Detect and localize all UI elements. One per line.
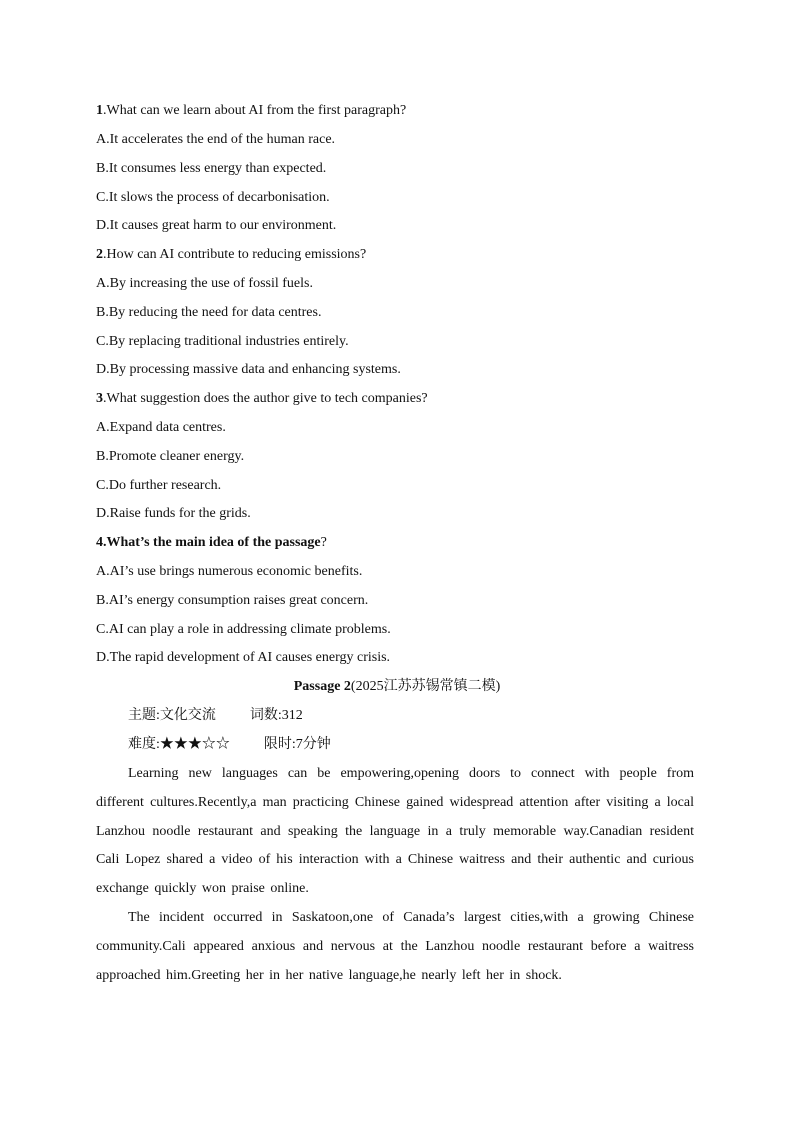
question-1-text: .What can we learn about AI from the first paragraph? bbox=[103, 103, 407, 118]
question-2-option-c: C.By replacing traditional industries entirely. bbox=[96, 334, 349, 349]
question-2-number: 2 bbox=[96, 247, 103, 262]
question-1-option-a: A.It accelerates the end of the human race. bbox=[96, 132, 336, 147]
question-2-text: .How can AI contribute to reducing emissions? bbox=[103, 247, 367, 262]
question-4-option-b: B.AI’s energy consumption raises great concern. bbox=[96, 593, 369, 608]
question-3-option-a: A.Expand data centres. bbox=[96, 420, 226, 435]
passage-paragraph-2: The incident occurred in Saskatoon,one of Canada’s largest cities,with a growing Chinese community.Cali appeared anxious and nervous at the Lanzhou noodle restaurant before a waitress approached him.Greeting her in her native language,he nearly left her in shock. bbox=[96, 910, 694, 983]
passage-meta-row-1 bbox=[128, 707, 303, 725]
passage-title bbox=[0, 678, 794, 696]
question-1-number: 1 bbox=[96, 103, 103, 118]
passage-time-limit: 限时:7分钟 bbox=[263, 737, 331, 752]
question-4-stem bbox=[96, 534, 327, 552]
question-3-stem bbox=[96, 390, 428, 408]
question-3-text: .What suggestion does the author give to tech companies? bbox=[103, 391, 428, 406]
passage-meta-row-2 bbox=[128, 736, 331, 754]
passage-title-label: Passage 2 bbox=[293, 679, 351, 694]
passage-paragraph-1: Learning new languages can be empowering,opening doors to connect with people from different cultures.Recently,a man practicing Chinese gained widespread attention after visiting a local Lanzhou noodle restaurant and speaking the language in a truly memorable way.Canadian resident Cali Lopez shared a video of his interaction with a Chinese waitress and their authentic and curious exchange quickly won praise online. bbox=[96, 766, 694, 897]
question-1-option-d: D.It causes great harm to our environment. bbox=[96, 218, 337, 233]
question-1-option-b: B.It consumes less energy than expected. bbox=[96, 161, 327, 176]
question-2-option-d: D.By processing massive data and enhancing systems. bbox=[96, 362, 401, 377]
question-4-option-d: D.The rapid development of AI causes energy crisis. bbox=[96, 650, 391, 665]
question-2-stem bbox=[96, 246, 366, 264]
question-4-question-mark: ? bbox=[320, 535, 327, 550]
question-2-option-b: B.By reducing the need for data centres. bbox=[96, 305, 322, 320]
question-1-option-c: C.It slows the process of decarbonisation. bbox=[96, 190, 330, 205]
question-2-option-a: A.By increasing the use of fossil fuels. bbox=[96, 276, 313, 291]
question-3-option-b: B.Promote cleaner energy. bbox=[96, 449, 245, 464]
question-4-option-a: A.AI’s use brings numerous economic benefits. bbox=[96, 564, 363, 579]
question-4-number: 4 bbox=[96, 535, 103, 550]
passage-word-count: 词数:312 bbox=[249, 708, 303, 723]
passage-difficulty: 难度:★★★☆☆ bbox=[128, 737, 230, 752]
passage-theme: 主题:文化交流 bbox=[128, 708, 216, 723]
question-4-text: .What’s the main idea of the passage bbox=[103, 535, 321, 550]
question-4-option-c: C.AI can play a role in addressing climate problems. bbox=[96, 622, 391, 637]
question-3-number: 3 bbox=[96, 391, 103, 406]
question-3-option-c: C.Do further research. bbox=[96, 478, 222, 493]
question-3-option-d: D.Raise funds for the grids. bbox=[96, 506, 251, 521]
passage-title-source: (2025江苏苏锡常镇二模) bbox=[350, 679, 501, 694]
question-1-stem bbox=[96, 102, 406, 120]
